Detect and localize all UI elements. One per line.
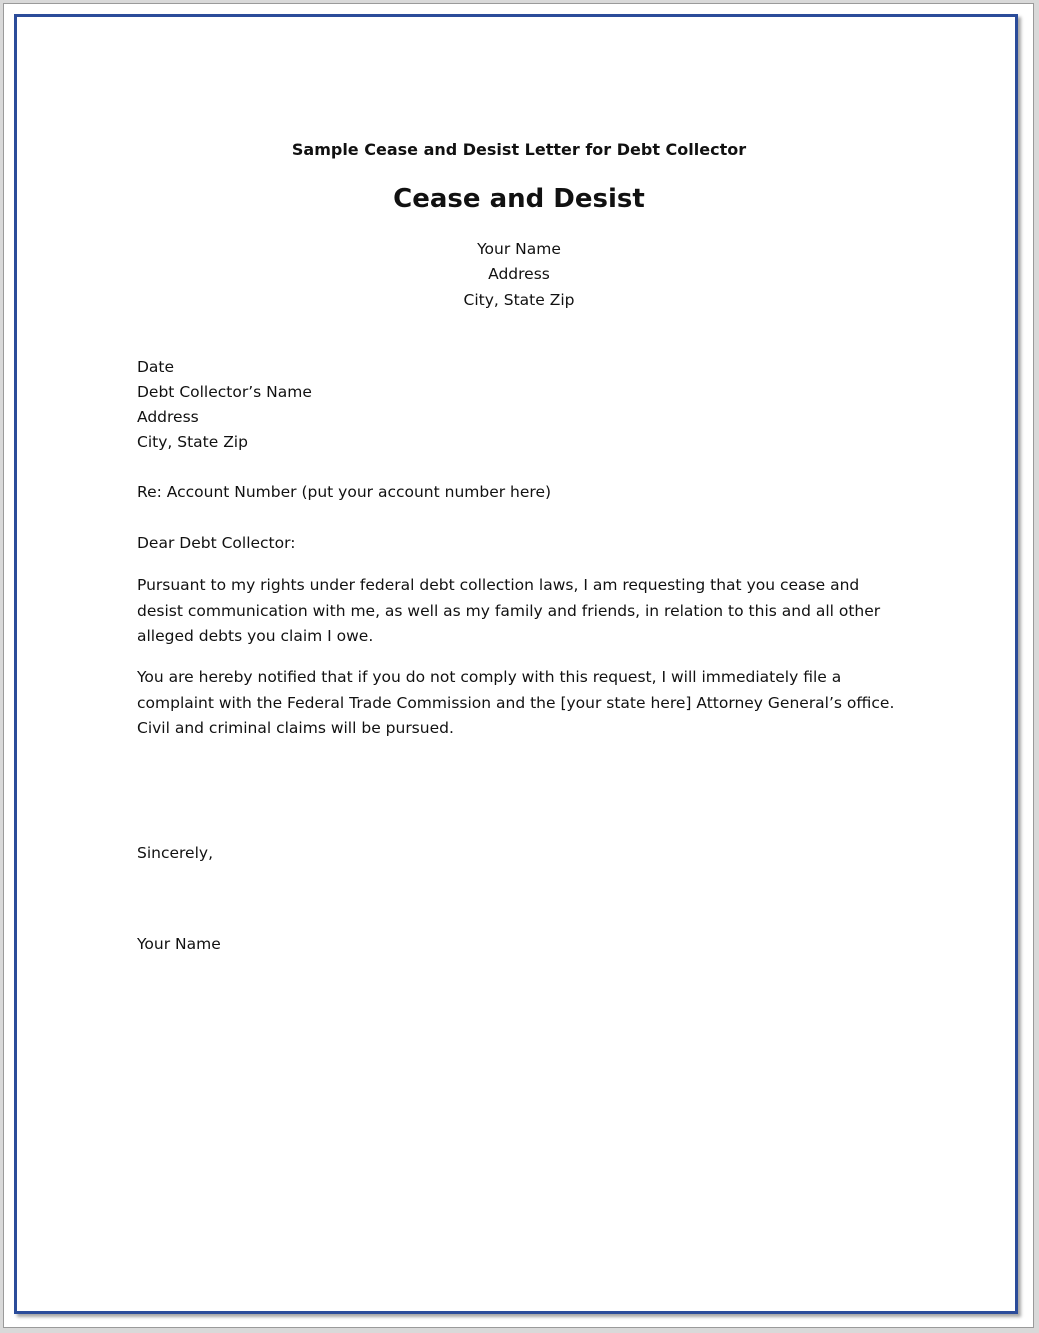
sender-address: Address	[488, 265, 550, 283]
document-title: Cease and Desist	[393, 184, 645, 214]
recipient-address: Address	[137, 408, 199, 426]
signature-name: Your Name	[137, 935, 221, 953]
salutation: Dear Debt Collector:	[137, 534, 296, 552]
letter-page	[14, 14, 1018, 1314]
recipient-city-state-zip: City, State Zip	[137, 433, 248, 451]
letter-date: Date	[137, 358, 175, 376]
recipient-name: Debt Collector’s Name	[137, 383, 312, 401]
sender-city-state-zip: City, State Zip	[463, 291, 575, 309]
document-subtitle: Sample Cease and Desist Letter for Debt Collector	[291, 140, 747, 159]
sender-name: Your Name	[477, 240, 561, 258]
body-paragraph-1: Pursuant to my rights under federal debt collection laws, I am requesting that you cease and desist communication with me, as well as my family and friends, in relation to this and all other alleged debts you claim I owe.	[137, 576, 881, 645]
body-paragraph-2: You are hereby notified that if you do not comply with this request, I will immediately file a complaint with the Federal Trade Commission and the [your state here] Attorney General’s office. Civil and criminal claims will be pursued.	[137, 668, 895, 737]
re-line: Re: Account Number (put your account number here)	[137, 483, 552, 501]
closing: Sincerely,	[137, 844, 214, 862]
